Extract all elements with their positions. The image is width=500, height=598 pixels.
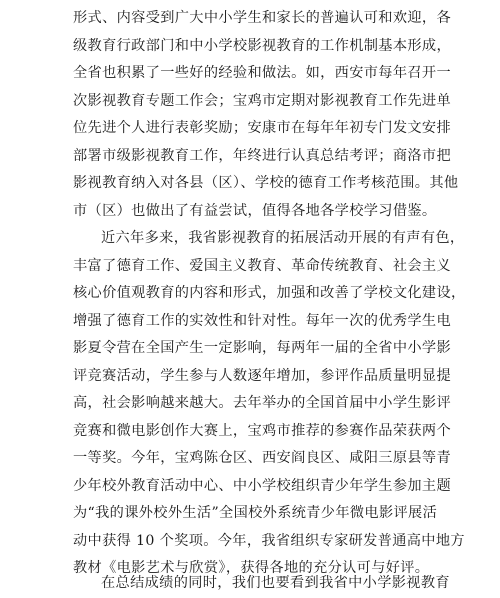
text-line-16: 竞赛和微电影创作大赛上，宝鸡市推荐的参赛作品荣获两个 xyxy=(73,422,451,439)
text-line-22: 在总结成绩的同时，我们也要看到我省中小学影视教育 xyxy=(101,575,450,591)
text-line-1: 形式、内容受到广大中小学生和家长的普遍认可和欢迎，各 xyxy=(73,10,451,26)
text-line-9: 近六年多来，我省影视教育的拓展活动开展的有声有色， xyxy=(101,230,465,246)
text-line-5: 位先进个人进行表彰奖励；安康市在每年年初专门发文安排 xyxy=(73,120,451,136)
text-line-4: 次影视教育专题工作会；宝鸡市定期对影视教育工作先进单 xyxy=(73,92,451,109)
text-line-10: 丰富了德育工作、爱国主义教育、革命传统教育、社会主义 xyxy=(73,257,451,274)
text-line-7: 影视教育纳入对各县（区）、学校的德育工作考核范围。其他 xyxy=(73,175,459,191)
text-line-3: 全省也积累了一些好的经验和做法。如，西安市每年召开一 xyxy=(73,65,451,81)
text-line-20: 动中获得 10 个奖项。今年，我省组织专家研发普通高中地方 xyxy=(73,532,465,549)
text-line-2: 级教育行政部门和中小学校影视教育的工作机制基本形成， xyxy=(73,37,451,54)
text-line-14: 评竞赛活动，学生参与人数逐年增加，参评作品质量明显提 xyxy=(73,367,451,384)
text-line-8: 市（区）也做出了有益尝试，值得各地各学校学习借鉴。 xyxy=(73,202,437,219)
text-line-12: 增强了德育工作的实效性和针对性。每年一次的优秀学生电 xyxy=(73,312,451,329)
text-line-11: 核心价值观教育的内容和形式，加强和改善了学校文化建设， xyxy=(73,285,466,301)
text-line-6: 部署市级影视教育工作，年终进行认真总结考评；商洛市把 xyxy=(73,147,451,164)
text-line-13: 影夏令营在全国产生一定影响，每两年一届的全省中小学影 xyxy=(73,340,451,356)
text-line-19: 为“我的课外校外生活”全国校外系统青少年微电影评展活 xyxy=(73,505,438,521)
text-line-21: 教材《电影艺术与欣赏》，获得各地的充分认可与好评。 xyxy=(73,560,430,576)
text-line-17: 一等奖。今年，宝鸡陈仓区、西安阎良区、咸阳三原县等青 xyxy=(73,450,451,466)
text-line-15: 高，社会影响越来越大。去年举办的全国首届中小学生影评 xyxy=(73,395,451,411)
text-line-18: 少年校外教育活动中心、中小学校组织青少年学生参加主题 xyxy=(73,477,451,494)
